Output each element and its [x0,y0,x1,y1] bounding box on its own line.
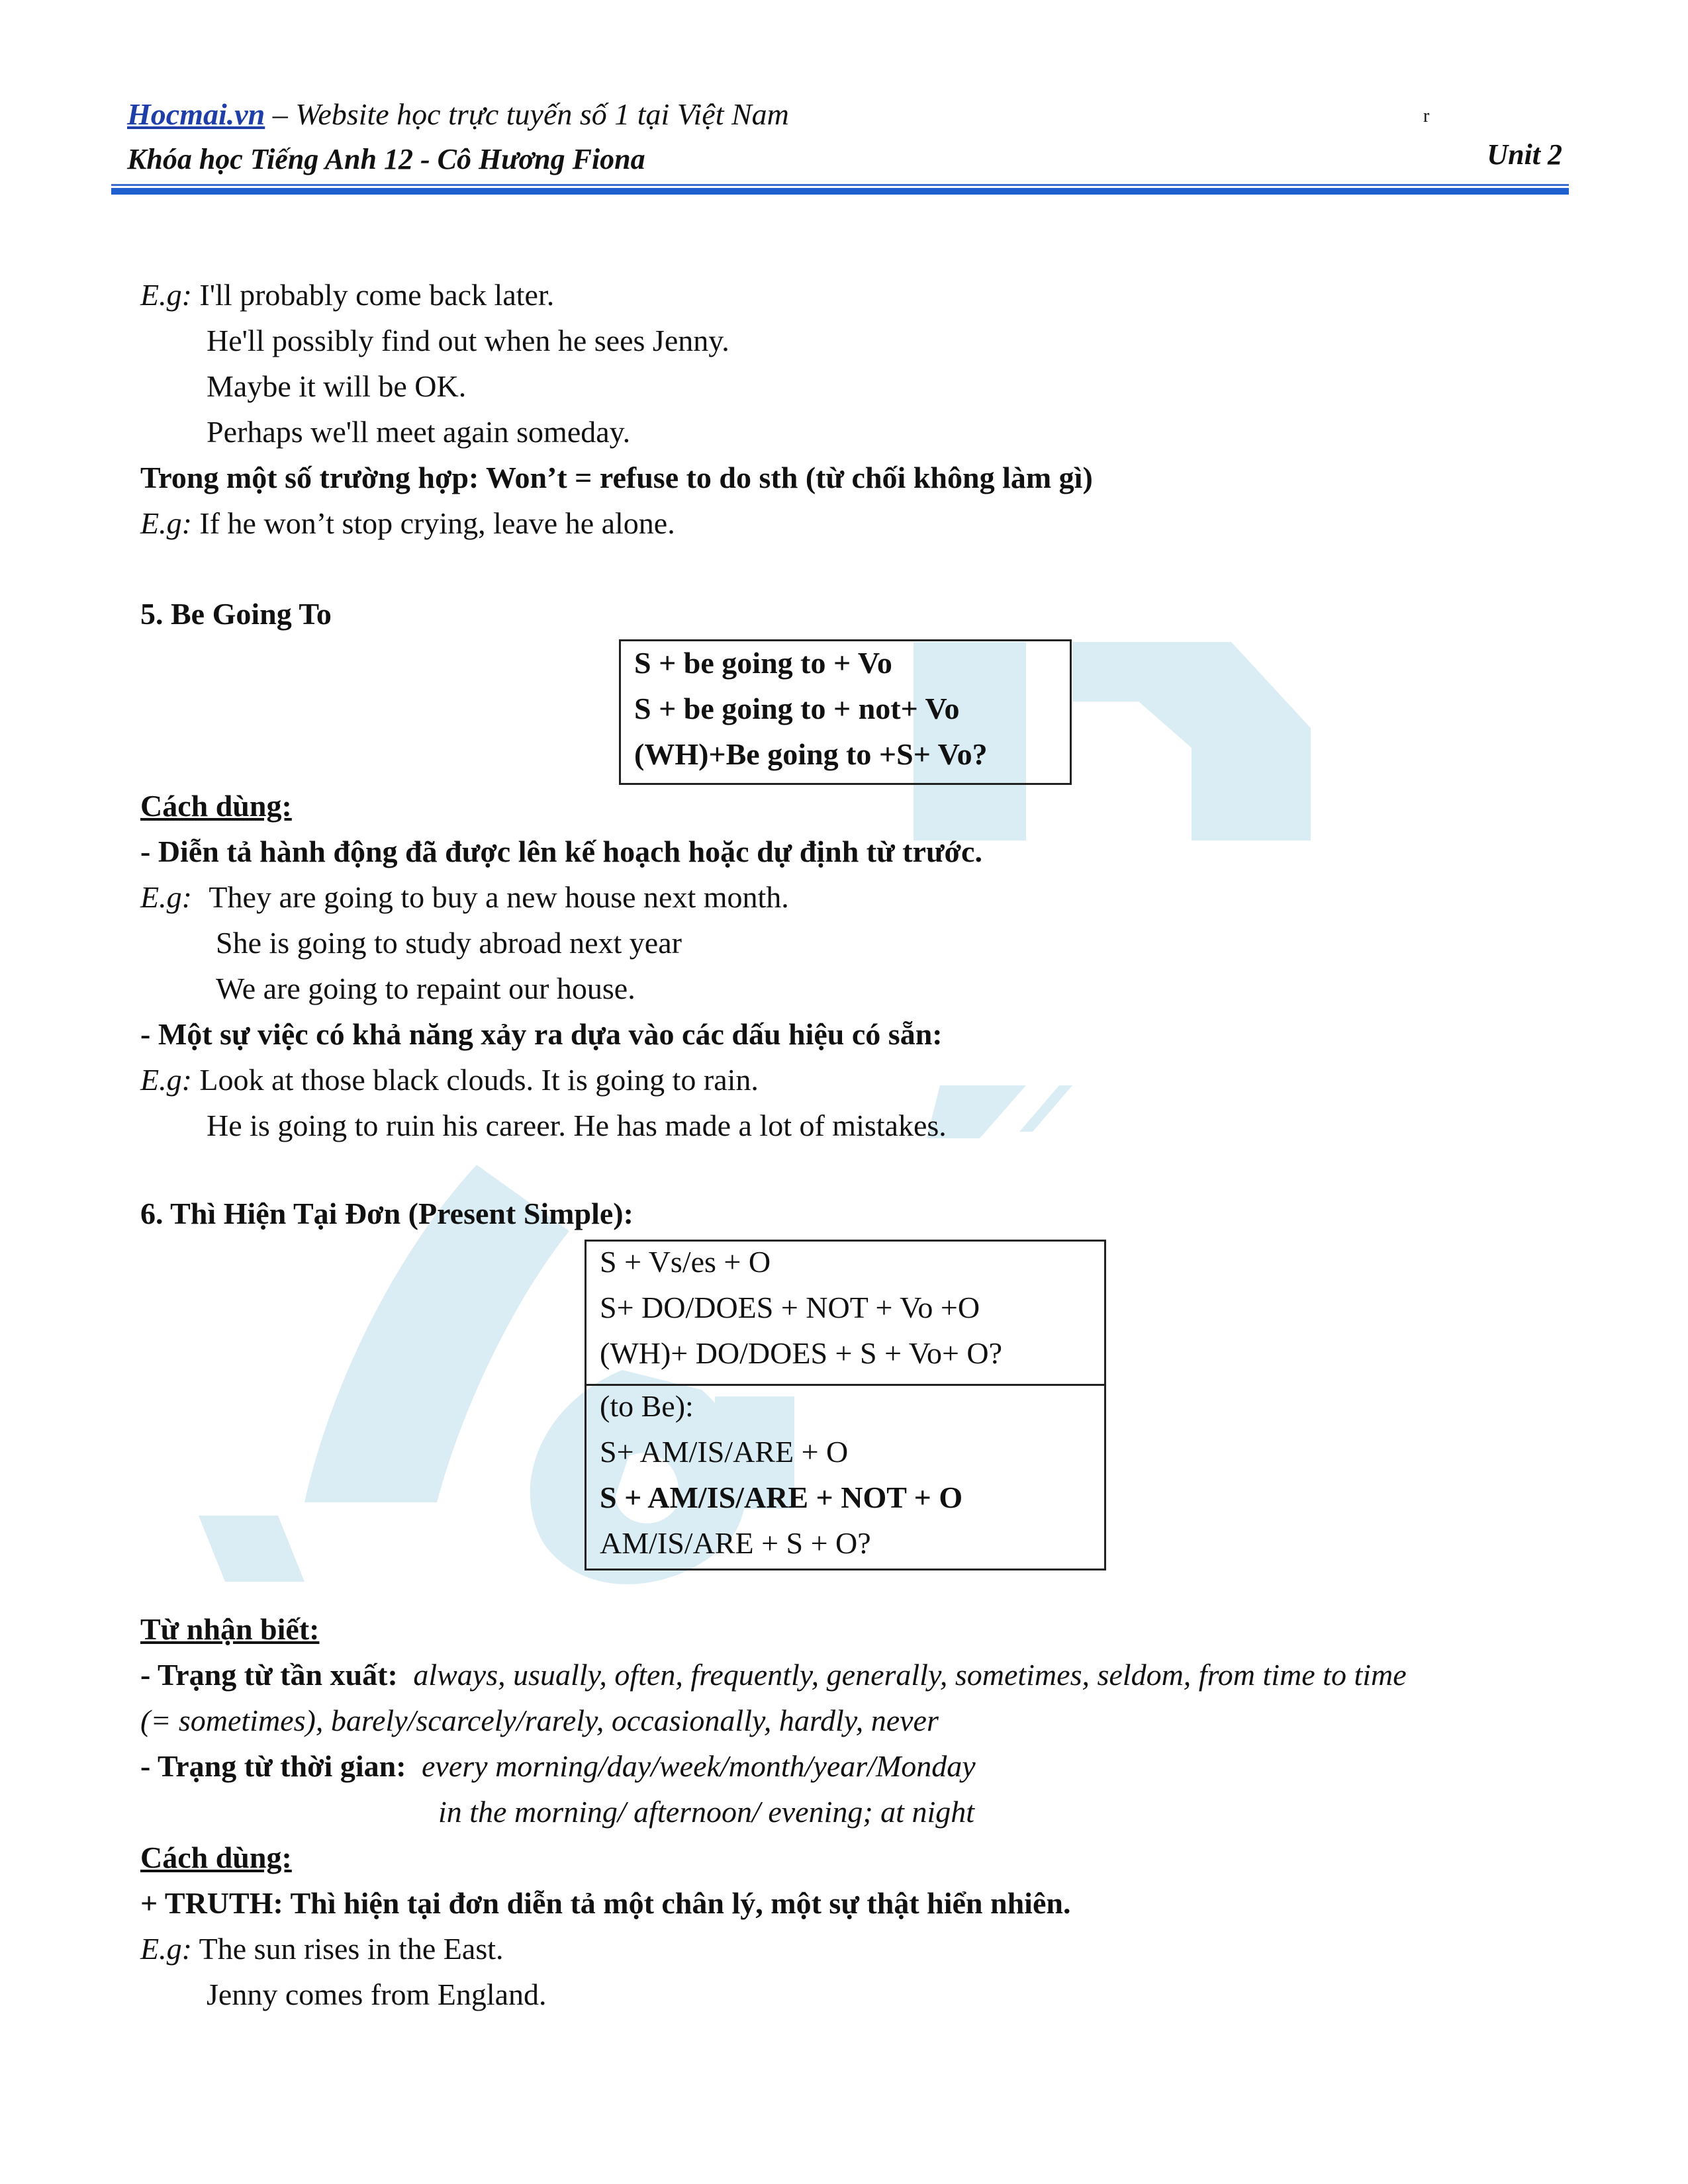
formula-row: S + AM/IS/ARE + NOT + O [600,1480,963,1514]
freq-label: - Trạng từ tần xuất: [140,1658,398,1692]
signal-words-title: Từ nhận biết: [140,1612,320,1646]
example-text: Look at those black clouds. It is going to rain. [199,1063,759,1097]
truth-usage: + TRUTH: Thì hiện tại đơn diễn tả một chân lý, một sự thật hiển nhiên. [140,1886,1071,1920]
example-text: The sun rises in the East. [199,1932,504,1966]
going-to-example-2: She is going to study abroad next year [216,926,682,960]
formula-row: S+ AM/IS/ARE + O [600,1435,849,1469]
present-simple-formula-box [585,1240,1106,1570]
present-simple-usage-title: Cách dùng: [140,1841,292,1874]
going-to-example-5: He is going to ruin his career. He has made a lot of mistakes. [207,1109,947,1142]
eg-label: E.g: [140,1063,192,1097]
section-5-heading: 5. Be Going To [140,597,332,631]
time-label: - Trạng từ thời gian: [140,1749,406,1783]
formula-row: S + be going to + not+ Vo [634,692,960,725]
header-rule-thin [111,184,1569,186]
unit-label: Unit 2 [1487,138,1562,171]
eg-label: E.g: [140,1932,192,1966]
going-to-usage-2: - Một sự việc có khả năng xảy ra dựa vào các dấu hiệu có sẵn: [140,1017,943,1051]
formula-row: S+ DO/DOES + NOT + Vo +O [600,1291,980,1324]
truth-example-1 [140,1931,504,1968]
course-title: Khóa học Tiếng Anh 12 - Cô Hương Fiona [127,143,645,175]
time-adverbs [140,1748,976,1785]
header-tick-mark: r [1423,106,1430,126]
site-tagline: – Website học trực tuyến số 1 tại Việt Nam [265,97,789,131]
going-to-usage-title: Cách dùng: [140,789,292,823]
example-text: If he won’t stop crying, leave he alone. [199,506,675,540]
formula-divider [586,1384,1104,1386]
will-example-3: Maybe it will be OK. [207,369,467,403]
eg-label: E.g: [140,506,192,540]
formula-row: (to Be): [600,1389,694,1423]
example-text: They are going to buy a new house next month. [209,880,789,914]
going-to-example-3: We are going to repaint our house. [216,972,635,1005]
example-text: I'll probably come back later. [199,278,555,312]
freq-words: always, usually, often, frequently, generally, sometimes, seldom, from time to time [413,1658,1407,1692]
frequency-adverbs-cont: (= sometimes), barely/scarcely/rarely, occasionally, hardly, never [140,1704,939,1737]
frequency-adverbs [140,1657,1407,1694]
formula-row: AM/IS/ARE + S + O? [600,1526,871,1560]
eg-label: E.g: [140,278,192,312]
wont-note: Trong một số trường hợp: Won’t = refuse to do sth (từ chối không làm gì) [140,461,1093,494]
formula-row: S + Vs/es + O [600,1245,771,1279]
header-site-line [127,97,789,132]
section-6-heading: 6. Thì Hiện Tại Đơn (Present Simple): [140,1197,633,1230]
header-rule-thick [111,188,1569,195]
formula-row: S + be going to + Vo [634,646,892,680]
will-example-2: He'll possibly find out when he sees Jenny. [207,324,729,357]
eg-label: E.g: [140,880,192,914]
time-words: every morning/day/week/month/year/Monday [422,1749,976,1783]
wont-example [140,505,675,542]
going-to-usage-1: - Diễn tả hành động đã được lên kế hoạch hoặc dự định từ trước. [140,835,982,868]
truth-example-2: Jenny comes from England. [207,1978,547,2011]
formula-row: (WH)+Be going to +S+ Vo? [634,737,988,771]
going-to-example-1 [140,879,789,916]
time-adverbs-cont: in the morning/ afternoon/ evening; at night [438,1795,975,1829]
going-to-formula-box [619,639,1072,785]
formula-row: (WH)+ DO/DOES + S + Vo+ O? [600,1336,1003,1370]
going-to-example-4 [140,1062,759,1099]
site-link[interactable]: Hocmai.vn [127,97,265,131]
will-example-1 [140,277,554,314]
will-example-4: Perhaps we'll meet again someday. [207,415,631,449]
